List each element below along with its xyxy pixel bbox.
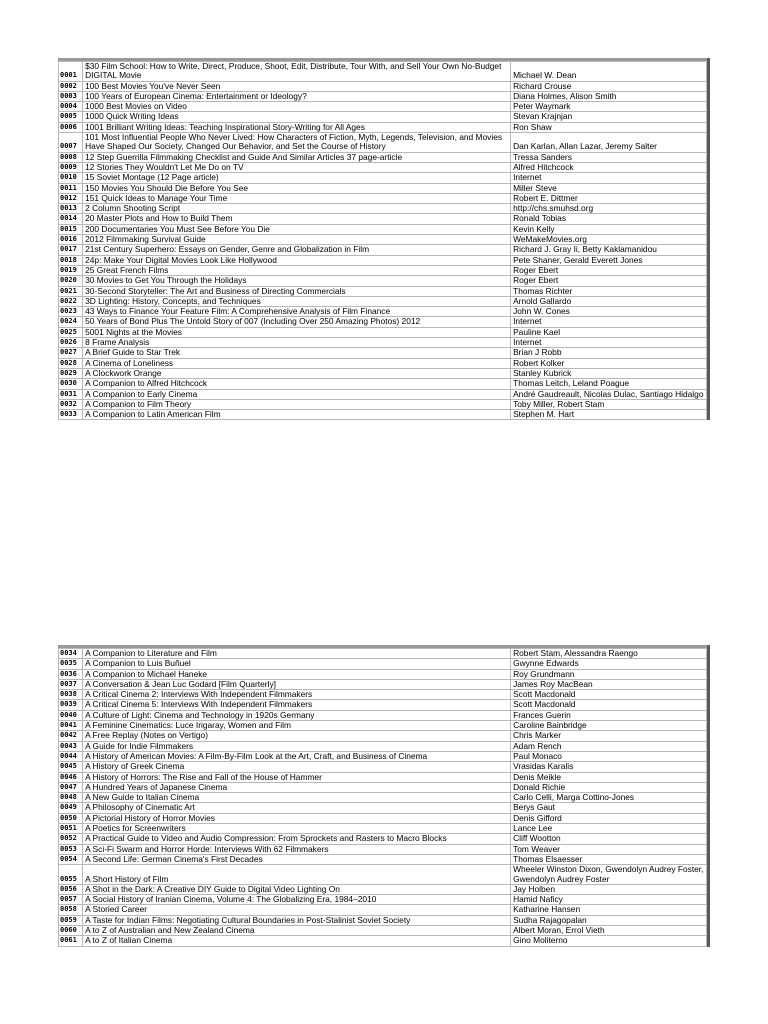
- book-author: WeMakeMovies.org: [511, 235, 707, 245]
- table-row: [59, 122, 707, 132]
- book-author: Lance Lee: [511, 824, 707, 834]
- book-author: Stevan Krajnjan: [511, 112, 707, 122]
- book-author: Albert Moran, Errol Vieth: [511, 926, 707, 936]
- row-number: 0046: [59, 772, 83, 782]
- row-number: 0007: [59, 133, 83, 153]
- book-title: 101 Most Influential People Who Never Lived: How Characters of Fiction, Myth, Legends, Television, and Movies Have Shaped Our Society, Changed Our Behavior, and Set the Course of History: [83, 133, 511, 153]
- table-row: [59, 741, 707, 751]
- book-author: Carlo Celli, Marga Cottino-Jones: [511, 793, 707, 803]
- book-title: 2012 Filmmaking Survival Guide: [83, 235, 511, 245]
- book-author: Peter Waymark: [511, 102, 707, 112]
- table-row: [59, 679, 707, 689]
- table-row: [59, 884, 707, 894]
- row-number: 0001: [59, 62, 83, 82]
- book-author: Dan Karlan, Allan Lazar, Jeremy Salter: [511, 133, 707, 153]
- table-row: [59, 379, 707, 389]
- row-number: 0025: [59, 327, 83, 337]
- table-row: [59, 389, 707, 399]
- book-title: A Hundred Years of Japanese Cinema: [83, 782, 511, 792]
- book-author: Miller Steve: [511, 183, 707, 193]
- row-number: 0019: [59, 265, 83, 275]
- row-number: 0013: [59, 204, 83, 214]
- book-author: Adam Rench: [511, 741, 707, 751]
- table-row: [59, 112, 707, 122]
- book-title: A Free Replay (Notes on Vertigo): [83, 731, 511, 741]
- book-author: Roger Ebert: [511, 265, 707, 275]
- book-author: Denis Gifford: [511, 813, 707, 823]
- table-row: [59, 659, 707, 669]
- book-author: Caroline Bainbridge: [511, 721, 707, 731]
- row-number: 0055: [59, 865, 83, 885]
- book-author: Katharine Hansen: [511, 905, 707, 915]
- table-row: [59, 214, 707, 224]
- book-author: John W. Cones: [511, 307, 707, 317]
- row-number: 0050: [59, 813, 83, 823]
- book-title: A Sci-Fi Swarm and Horror Horde: Interviews With 62 Filmmakers: [83, 844, 511, 854]
- book-author: Denis Meikle: [511, 772, 707, 782]
- table-row: [59, 338, 707, 348]
- book-author: Roy Grundmann: [511, 669, 707, 679]
- row-number: 0028: [59, 358, 83, 368]
- book-title: 21st Century Superhero: Essays on Gender, Genre and Globalization in Film: [83, 245, 511, 255]
- table-row: [59, 782, 707, 792]
- book-title: 100 Best Movies You've Never Seen: [83, 81, 511, 91]
- book-title: 24p: Make Your Digital Movies Look Like Hollywood: [83, 255, 511, 265]
- book-author: Ronald Tobias: [511, 214, 707, 224]
- book-author: Thomas Richter: [511, 286, 707, 296]
- table-row: [59, 936, 707, 946]
- book-title: 1000 Quick Writing Ideas: [83, 112, 511, 122]
- table-row: [59, 162, 707, 172]
- table-row: [59, 824, 707, 834]
- table-row: [59, 649, 707, 659]
- table-row: [59, 721, 707, 731]
- row-number: 0037: [59, 679, 83, 689]
- book-author: Stanley Kubrick: [511, 368, 707, 378]
- book-title: $30 Film School: How to Write, Direct, Produce, Shoot, Edit, Distribute, Tour With, and Sell Your Own No-Budget DIGITAL Movie: [83, 62, 511, 82]
- row-number: 0011: [59, 183, 83, 193]
- book-title: 5001 Nights at the Movies: [83, 327, 511, 337]
- book-author: Richard Crouse: [511, 81, 707, 91]
- book-title: A Companion to Literature and Film: [83, 649, 511, 659]
- row-number: 0041: [59, 721, 83, 731]
- table-row: [59, 173, 707, 183]
- table-right-border: [707, 58, 710, 420]
- row-number: 0060: [59, 926, 83, 936]
- book-title: A Companion to Luis Buñuel: [83, 659, 511, 669]
- table-row: [59, 895, 707, 905]
- row-number: 0006: [59, 122, 83, 132]
- row-number: 0044: [59, 751, 83, 761]
- book-title: 3D Lighting: History, Concepts, and Techniques: [83, 296, 511, 306]
- table-row: [59, 915, 707, 925]
- row-number: 0059: [59, 915, 83, 925]
- table-row: [59, 286, 707, 296]
- book-author: Wheeler Winston Dixon, Gwendolyn Audrey Foster, Gwendolyn Audrey Foster: [511, 865, 707, 885]
- book-title: A Practical Guide to Video and Audio Compression: From Sprockets and Rasters to Macro Blocks: [83, 834, 511, 844]
- table-row: [59, 91, 707, 101]
- row-number: 0052: [59, 834, 83, 844]
- catalog-page-1: [58, 58, 710, 420]
- table-row: [59, 410, 707, 420]
- book-title: 12 Step Guerrilla Filmmaking Checklist and Guide And Similar Articles 37 page-article: [83, 152, 511, 162]
- book-author: http://chs.smuhsd.org: [511, 204, 707, 214]
- book-title: A Companion to Early Cinema: [83, 389, 511, 399]
- table-row: [59, 793, 707, 803]
- book-author: Hamid Naficy: [511, 895, 707, 905]
- table-row: [59, 690, 707, 700]
- book-author: Berys Gaut: [511, 803, 707, 813]
- table-row: [59, 235, 707, 245]
- row-number: 0057: [59, 895, 83, 905]
- catalog-page-2: [58, 645, 710, 947]
- book-title: A Critical Cinema 5: Interviews With Independent Filmmakers: [83, 700, 511, 710]
- row-number: 0053: [59, 844, 83, 854]
- row-number: 0051: [59, 824, 83, 834]
- table-row: [59, 710, 707, 720]
- row-number: 0022: [59, 296, 83, 306]
- book-title: 15 Soviet Montage (12 Page article): [83, 173, 511, 183]
- book-title: 150 Movies You Should Die Before You See: [83, 183, 511, 193]
- table-row: [59, 669, 707, 679]
- book-title: 151 Quick Ideas to Manage Your Time: [83, 193, 511, 203]
- book-title: A Social History of Iranian Cinema, Volume 4: The Globalizing Era, 1984–2010: [83, 895, 511, 905]
- book-title: 50 Years of Bond Plus The Untold Story of 007 (Including Over 250 Amazing Photos) 2012: [83, 317, 511, 327]
- row-number: 0020: [59, 276, 83, 286]
- book-author: Cliff Wootton: [511, 834, 707, 844]
- book-title: 30 Movies to Get You Through the Holidays: [83, 276, 511, 286]
- table-row: [59, 193, 707, 203]
- row-number: 0015: [59, 224, 83, 234]
- catalog-table-2: [58, 648, 707, 947]
- row-number: 0061: [59, 936, 83, 946]
- book-author: Frances Guerin: [511, 710, 707, 720]
- row-number: 0048: [59, 793, 83, 803]
- book-author: Michael W. Dean: [511, 62, 707, 82]
- table-row: [59, 224, 707, 234]
- row-number: 0042: [59, 731, 83, 741]
- row-number: 0033: [59, 410, 83, 420]
- book-title: 12 Stories They Wouldn't Let Me Do on TV: [83, 162, 511, 172]
- book-title: A Storied Career: [83, 905, 511, 915]
- book-author: Internet: [511, 173, 707, 183]
- book-title: 1000 Best Movies on Video: [83, 102, 511, 112]
- table-row: [59, 296, 707, 306]
- row-number: 0017: [59, 245, 83, 255]
- table-row: [59, 276, 707, 286]
- book-author: Thomas Elsaesser: [511, 854, 707, 864]
- row-number: 0035: [59, 659, 83, 669]
- book-author: Chris Marker: [511, 731, 707, 741]
- book-title: 200 Documentaries You Must See Before You Die: [83, 224, 511, 234]
- row-number: 0031: [59, 389, 83, 399]
- book-author: Alfred Hitchcock: [511, 162, 707, 172]
- table-row: [59, 102, 707, 112]
- row-number: 0056: [59, 884, 83, 894]
- book-title: A Conversation & Jean Luc Godard [Film Quarterly]: [83, 679, 511, 689]
- row-number: 0003: [59, 91, 83, 101]
- book-title: A Companion to Film Theory: [83, 399, 511, 409]
- book-title: 1001 Brilliant Writing Ideas: Teaching Inspirational Story-Writing for All Ages: [83, 122, 511, 132]
- book-title: 100 Years of European Cinema: Entertainment or Ideology?: [83, 91, 511, 101]
- book-title: 30-Second Storyteller: The Art and Business of Directing Commercials: [83, 286, 511, 296]
- table-row: [59, 813, 707, 823]
- book-author: Jay Holben: [511, 884, 707, 894]
- row-number: 0026: [59, 338, 83, 348]
- row-number: 0010: [59, 173, 83, 183]
- row-number: 0030: [59, 379, 83, 389]
- book-title: A Companion to Alfred Hitchcock: [83, 379, 511, 389]
- book-author: Paul Monaco: [511, 751, 707, 761]
- book-author: Robert Kolker: [511, 358, 707, 368]
- book-title: A Poetics for Screenwriters: [83, 824, 511, 834]
- book-title: A New Guide to Italian Cinema: [83, 793, 511, 803]
- book-author: Tom Weaver: [511, 844, 707, 854]
- book-author: Vrasidas Karalis: [511, 762, 707, 772]
- table-row: [59, 358, 707, 368]
- book-author: Donald Richie: [511, 782, 707, 792]
- row-number: 0036: [59, 669, 83, 679]
- book-title: A to Z of Italian Cinema: [83, 936, 511, 946]
- book-author: Thomas Leitch, Leland Poague: [511, 379, 707, 389]
- table-row: [59, 62, 707, 82]
- table-row: [59, 204, 707, 214]
- book-author: Tressa Sanders: [511, 152, 707, 162]
- book-title: A to Z of Australian and New Zealand Cinema: [83, 926, 511, 936]
- book-title: 20 Master Plots and How to Build Them: [83, 214, 511, 224]
- table-row: [59, 245, 707, 255]
- book-title: A Guide for Indie Filmmakers: [83, 741, 511, 751]
- book-title: A Clockwork Orange: [83, 368, 511, 378]
- catalog-table-1: [58, 61, 707, 420]
- table-row: [59, 700, 707, 710]
- book-author: Internet: [511, 338, 707, 348]
- row-number: 0039: [59, 700, 83, 710]
- row-number: 0021: [59, 286, 83, 296]
- row-number: 0008: [59, 152, 83, 162]
- table-row: [59, 803, 707, 813]
- table-right-border: [707, 645, 710, 947]
- row-number: 0058: [59, 905, 83, 915]
- book-title: A Companion to Michael Haneke: [83, 669, 511, 679]
- book-author: Sudha Rajagopalan: [511, 915, 707, 925]
- row-number: 0049: [59, 803, 83, 813]
- table-row: [59, 751, 707, 761]
- book-author: Richard J. Gray Ii, Betty Kaklamanidou: [511, 245, 707, 255]
- row-number: 0043: [59, 741, 83, 751]
- row-number: 0045: [59, 762, 83, 772]
- row-number: 0027: [59, 348, 83, 358]
- book-title: A Cinema of Loneliness: [83, 358, 511, 368]
- book-author: André Gaudreault, Nicolas Dulac, Santiago Hidalgo: [511, 389, 707, 399]
- row-number: 0054: [59, 854, 83, 864]
- book-title: 25 Great French Films: [83, 265, 511, 275]
- row-number: 0047: [59, 782, 83, 792]
- book-title: 43 Ways to Finance Your Feature Film: A Comprehensive Analysis of Film Finance: [83, 307, 511, 317]
- book-author: Stephen M. Hart: [511, 410, 707, 420]
- row-number: 0002: [59, 81, 83, 91]
- row-number: 0014: [59, 214, 83, 224]
- table-row: [59, 926, 707, 936]
- table-row: [59, 307, 707, 317]
- row-number: 0018: [59, 255, 83, 265]
- book-title: A Taste for Indian Films: Negotiating Cultural Boundaries in Post-Stalinist Soviet Society: [83, 915, 511, 925]
- book-title: A Short History of Film: [83, 865, 511, 885]
- table-row: [59, 133, 707, 153]
- book-title: A Second Life: German Cinema's First Decades: [83, 854, 511, 864]
- book-title: A Feminine Cinematics: Luce Irigaray, Women and Film: [83, 721, 511, 731]
- table-row: [59, 834, 707, 844]
- table-row: [59, 81, 707, 91]
- table-row: [59, 265, 707, 275]
- table-row: [59, 731, 707, 741]
- table-row: [59, 255, 707, 265]
- book-author: Brian J Robb: [511, 348, 707, 358]
- row-number: 0004: [59, 102, 83, 112]
- book-author: Roger Ebert: [511, 276, 707, 286]
- book-author: Gino Moliterno: [511, 936, 707, 946]
- row-number: 0023: [59, 307, 83, 317]
- book-title: 2 Column Shooting Script: [83, 204, 511, 214]
- row-number: 0034: [59, 649, 83, 659]
- table-row: [59, 327, 707, 337]
- table-row: [59, 152, 707, 162]
- row-number: 0038: [59, 690, 83, 700]
- book-title: A Companion to Latin American Film: [83, 410, 511, 420]
- book-author: Internet: [511, 317, 707, 327]
- book-author: Pauline Kael: [511, 327, 707, 337]
- book-title: A Brief Guide to Star Trek: [83, 348, 511, 358]
- book-title: A Critical Cinema 2: Interviews With Independent Filmmakers: [83, 690, 511, 700]
- book-author: Toby Miller, Robert Stam: [511, 399, 707, 409]
- table-row: [59, 844, 707, 854]
- row-number: 0029: [59, 368, 83, 378]
- row-number: 0009: [59, 162, 83, 172]
- book-author: Pete Shaner, Gerald Everett Jones: [511, 255, 707, 265]
- book-author: Robert Stam, Alessandra Raengo: [511, 649, 707, 659]
- table-row: [59, 905, 707, 915]
- row-number: 0032: [59, 399, 83, 409]
- table-row: [59, 865, 707, 885]
- row-number: 0040: [59, 710, 83, 720]
- table-row: [59, 762, 707, 772]
- book-author: Diana Holmes, Alison Smith: [511, 91, 707, 101]
- book-title: A Pictorial History of Horror Movies: [83, 813, 511, 823]
- book-author: Scott Macdonald: [511, 700, 707, 710]
- book-title: A History of American Movies: A Film-By-Film Look at the Art, Craft, and Business of Cinema: [83, 751, 511, 761]
- book-author: Gwynne Edwards: [511, 659, 707, 669]
- book-author: Scott Macdonald: [511, 690, 707, 700]
- book-author: Kevin Kelly: [511, 224, 707, 234]
- table-row: [59, 368, 707, 378]
- row-number: 0016: [59, 235, 83, 245]
- book-title: A Shot in the Dark: A Creative DIY Guide to Digital Video Lighting On: [83, 884, 511, 894]
- row-number: 0012: [59, 193, 83, 203]
- book-title: A Culture of Light: Cinema and Technology in 1920s Germany: [83, 710, 511, 720]
- book-title: 8 Frame Analysis: [83, 338, 511, 348]
- table-row: [59, 399, 707, 409]
- book-title: A History of Greek Cinema: [83, 762, 511, 772]
- book-author: Robert E. Dittmer: [511, 193, 707, 203]
- book-author: Arnold Gallardo: [511, 296, 707, 306]
- table-row: [59, 348, 707, 358]
- book-title: A History of Horrors: The Rise and Fall of the House of Hammer: [83, 772, 511, 782]
- table-row: [59, 772, 707, 782]
- row-number: 0005: [59, 112, 83, 122]
- table-row: [59, 317, 707, 327]
- row-number: 0024: [59, 317, 83, 327]
- table-row: [59, 854, 707, 864]
- book-author: Ron Shaw: [511, 122, 707, 132]
- book-title: A Philosophy of Cinematic Art: [83, 803, 511, 813]
- table-row: [59, 183, 707, 193]
- book-author: James Roy MacBean: [511, 679, 707, 689]
